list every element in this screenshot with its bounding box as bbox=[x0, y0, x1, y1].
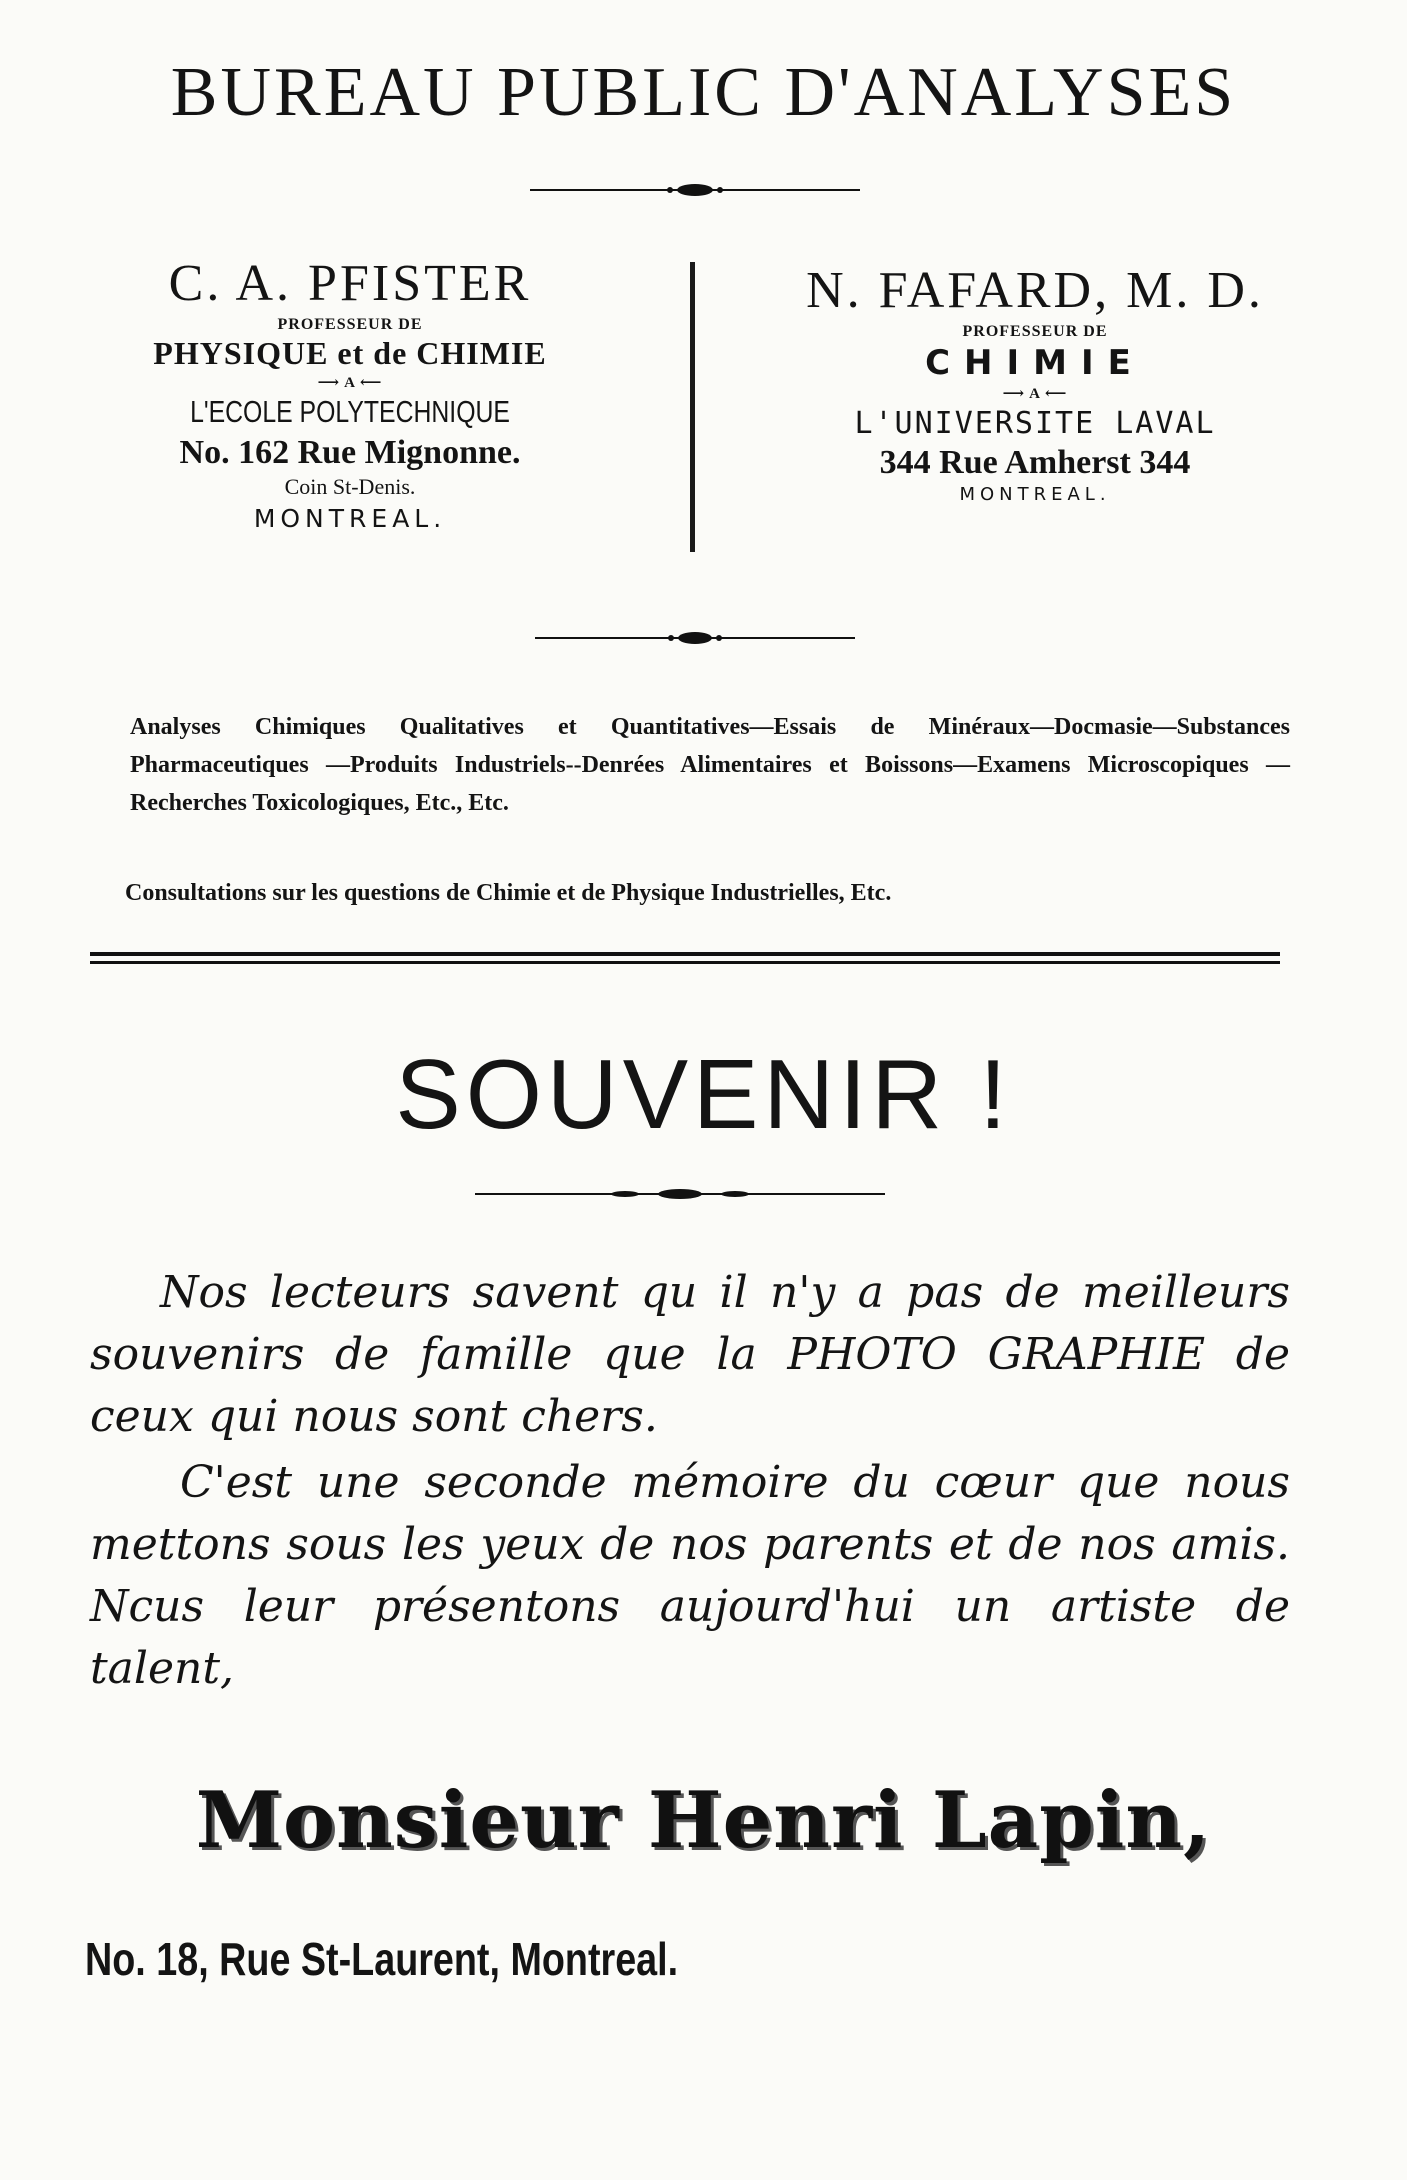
pfister-connector-label: A bbox=[344, 374, 356, 391]
souvenir-heading: SOUVENIR ! bbox=[395, 1039, 1012, 1149]
pfister-column bbox=[90, 255, 610, 533]
page-title: BUREAU PUBLIC D'ANALYSES bbox=[170, 54, 1237, 131]
pfister-connector bbox=[90, 375, 610, 392]
column-divider bbox=[690, 262, 695, 552]
services-list: Analyses Chimiques Qualitatives et Quantitatives—Essais de Minéraux—Docmasie—Substances Pharmaceutiques —Produits Industriels--Denrées Alimentaires et Boissons—Examens Microscopiques — Recherches Toxicologiques, Etc., Etc. bbox=[130, 714, 1290, 816]
arrow-left-icon: ⟶ bbox=[1002, 386, 1026, 403]
pfister-city: MONTREAL. bbox=[253, 504, 447, 534]
arrow-left-icon: ⟶ bbox=[317, 374, 341, 391]
ornament-divider-souvenir bbox=[475, 1184, 885, 1204]
fafard-connector bbox=[730, 386, 1340, 403]
fafard-address: 344 Rue Amherst 344 bbox=[879, 443, 1191, 481]
arrow-right-icon: ⟵ bbox=[1044, 386, 1068, 403]
artist-address: No. 18, Rue St-Laurent, Montreal. bbox=[85, 1933, 679, 1985]
pfister-corner: Coin St-Denis. bbox=[284, 473, 416, 499]
arrow-right-icon: ⟵ bbox=[359, 374, 383, 391]
fafard-role: PROFESSEUR DE bbox=[962, 323, 1108, 341]
artist-name: Monsieur Henri Lapin, bbox=[195, 1775, 1212, 1866]
ornament-divider-top bbox=[530, 180, 860, 200]
pfister-institution: L'ECOLE POLYTECHNIQUE bbox=[190, 394, 510, 430]
fafard-institution: L'UNIVERSITE LAVAL bbox=[854, 405, 1216, 441]
fafard-column bbox=[730, 262, 1340, 505]
fafard-connector-label: A bbox=[1029, 386, 1041, 403]
pfister-address: No. 162 Rue Mignonne. bbox=[179, 433, 521, 471]
souvenir-paragraph-2: C'est une seconde mémoire du cœur que nous mettons sous les yeux de nos parents et de nos amis. Ncus leur présentons aujourd'hui un artiste de talent, bbox=[90, 1457, 1290, 1694]
pfister-role: PROFESSEUR DE bbox=[277, 316, 423, 334]
consultations-line: Consultations sur les questions de Chimie et de Physique Industrielles, Etc. bbox=[125, 880, 892, 906]
pfister-name: C. A. PFISTER bbox=[168, 255, 532, 312]
fafard-subject: CHIMIE bbox=[925, 342, 1145, 383]
fafard-city: MONTREAL. bbox=[959, 484, 1111, 506]
fafard-name: N. FAFARD, M. D. bbox=[806, 262, 1264, 319]
souvenir-paragraph-1: Nos lecteurs savent qu il n'y a pas de meilleurs souvenirs de famille que la PHOTO GRAPHIE de ceux qui nous sont chers. bbox=[90, 1267, 1290, 1442]
ornament-divider-middle bbox=[535, 628, 855, 648]
double-rule-divider bbox=[90, 952, 1280, 966]
pfister-subject: PHYSIQUE et de CHIMIE bbox=[153, 334, 547, 371]
